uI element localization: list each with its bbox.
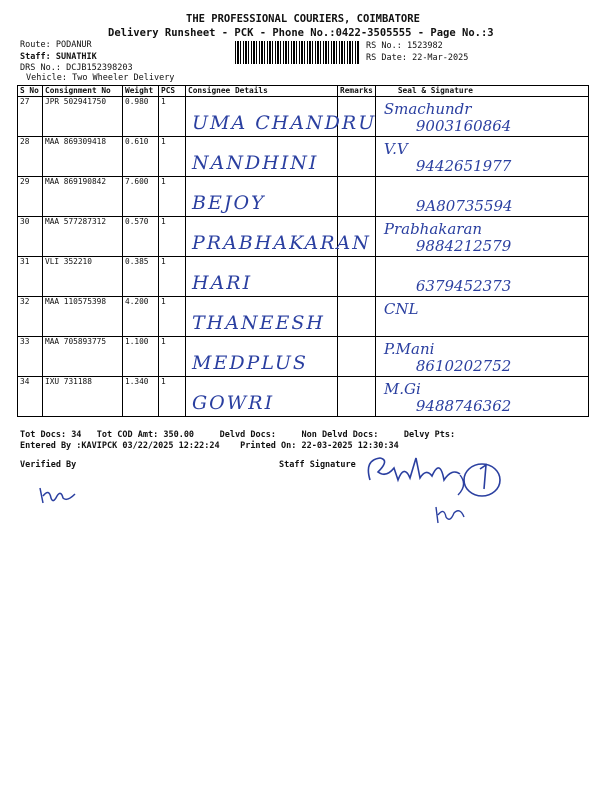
drs-label: DRS No.: (20, 63, 61, 73)
signature-cell (375, 177, 588, 217)
consignee-cell (186, 217, 371, 257)
rs-no-label: RS No.: (366, 41, 402, 51)
rs-date-label: RS Date: (366, 53, 407, 63)
col-pcs: PCS (159, 86, 186, 97)
printed-on: Printed On: 22-03-2025 12:30:34 (240, 441, 399, 451)
remarks-cell (338, 257, 376, 297)
signature-name: M.Gi (383, 380, 421, 398)
sno-cell: 34 (18, 377, 43, 417)
weight-cell: 0.610 (123, 137, 159, 177)
consignee-cell (186, 137, 338, 177)
tot-docs-value: 34 (71, 430, 82, 440)
staff-signature-label: Staff Signature (279, 460, 356, 470)
staff-label: Staff: (20, 52, 51, 62)
signature-phone: 9488746362 (415, 397, 512, 415)
signature-name: CNL (383, 300, 419, 318)
route-line (20, 40, 92, 50)
delvd-docs-label: Delvd Docs: (219, 430, 276, 440)
consignee-cell (186, 177, 338, 217)
signature-phone: 9A80735594 (415, 197, 513, 215)
vehicle-value: Two Wheeler Delivery (72, 73, 175, 83)
sno-cell: 31 (18, 257, 43, 297)
tot-cod-label: Tot COD Amt: (96, 430, 159, 440)
table-row (18, 257, 589, 297)
table-row (18, 377, 589, 417)
pcs-cell: 1 (159, 377, 186, 417)
signature-cell (375, 97, 588, 137)
table-row (18, 217, 589, 257)
sno-cell: 33 (18, 337, 43, 377)
signature-cell (375, 137, 588, 177)
consignment-cell: MAA 869190842 (43, 177, 123, 217)
consignee-cell (186, 257, 338, 297)
remarks-cell (338, 337, 376, 377)
remarks-cell (338, 177, 376, 217)
pcs-cell: 1 (159, 297, 186, 337)
pcs-cell: 1 (159, 137, 186, 177)
sno-cell: 29 (18, 177, 43, 217)
sno-cell: 28 (18, 137, 43, 177)
weight-cell: 4.200 (123, 297, 159, 337)
signature-phone: 8610202752 (415, 357, 512, 375)
weight-cell: 0.385 (123, 257, 159, 297)
sno-cell: 30 (18, 217, 43, 257)
remarks-cell (338, 137, 376, 177)
table-row (18, 177, 589, 217)
consignee-name: HARI (192, 272, 253, 294)
consignee-name: GOWRI (192, 392, 275, 414)
consignee-name: BEJOY (192, 192, 266, 214)
remarks-cell (338, 377, 376, 417)
consignee-name: PRABHAKARAN (192, 232, 371, 254)
handwritten-circled-mark (430, 455, 510, 530)
signature-cell (375, 217, 588, 257)
consignment-cell: MAA 577287312 (43, 217, 123, 257)
consignment-cell: VLI 352210 (43, 257, 123, 297)
totals-line (20, 430, 455, 440)
non-delvd-label: Non Delvd Docs: (301, 430, 379, 440)
signature-name: Prabhakaran (383, 220, 483, 238)
pcs-cell: 1 (159, 177, 186, 217)
signature-cell (375, 337, 588, 377)
sno-cell: 27 (18, 97, 43, 137)
weight-cell: 0.980 (123, 97, 159, 137)
col-weight: Weight (123, 86, 159, 97)
barcode (235, 41, 360, 64)
consignee-name: NANDHINI (192, 152, 319, 174)
table-row (18, 97, 589, 137)
signature-name: Smachundr (383, 100, 472, 118)
consignee-name: MEDPLUS (192, 352, 308, 374)
consignment-cell: IXU 731188 (43, 377, 123, 417)
signature-cell (375, 297, 588, 337)
weight-cell: 1.340 (123, 377, 159, 417)
staff-value: SUNATHIK (55, 52, 97, 62)
rs-no-line (366, 41, 443, 51)
entry-line (20, 441, 399, 451)
weight-cell: 7.600 (123, 177, 159, 217)
col-consignment: Consignment No (43, 86, 123, 97)
signature-phone: 9003160864 (415, 117, 512, 135)
consignee-name: UMA CHANDRU (192, 112, 377, 134)
table-row (18, 297, 589, 337)
signature-phone: 9884212579 (415, 237, 512, 255)
col-consignee: Consignee Details (186, 86, 338, 97)
delvy-pts-label: Delvy Pts: (403, 430, 456, 440)
sno-cell: 32 (18, 297, 43, 337)
consignee-name: THANEESH (192, 312, 325, 334)
col-remarks: Remarks (338, 86, 376, 97)
runsheet-table (17, 85, 589, 417)
company-name: THE PROFESSIONAL COURIERS, COIMBATORE (186, 13, 420, 25)
weight-cell: 0.570 (123, 217, 159, 257)
verified-by-label: Verified By (20, 460, 77, 470)
col-signature: Seal & Signature (375, 86, 588, 97)
signature-phone: 9442651977 (415, 157, 512, 175)
consignee-cell (186, 377, 338, 417)
col-sno: S No (18, 86, 43, 97)
pcs-cell: 1 (159, 337, 186, 377)
route-label: Route: (20, 40, 51, 50)
consignment-cell: MAA 110575398 (43, 297, 123, 337)
table-row (18, 137, 589, 177)
rs-no-value: 1523982 (406, 41, 443, 51)
remarks-cell (338, 297, 376, 337)
consignee-cell (186, 297, 338, 337)
consignee-cell (186, 337, 338, 377)
signature-name: V.V (383, 140, 408, 158)
weight-cell: 1.100 (123, 337, 159, 377)
vehicle-line (26, 73, 174, 83)
pcs-cell: 1 (159, 217, 186, 257)
rs-date-value: 22-Mar-2025 (412, 53, 469, 63)
verified-signature-scribble (35, 478, 85, 508)
consignment-cell: MAA 869309418 (43, 137, 123, 177)
consignee-cell (186, 97, 377, 137)
tot-docs-label: Tot Docs: (20, 430, 67, 440)
tot-cod-value: 350.00 (163, 430, 195, 440)
rs-date-line (366, 53, 468, 63)
drs-value: DCJB152398203 (66, 63, 133, 73)
signature-name: P.Mani (383, 340, 435, 358)
signature-phone: 6379452373 (415, 277, 512, 295)
table-header-row (18, 86, 589, 97)
entered-by: Entered By :KAVIPCK 03/22/2025 12:22:24 (20, 441, 220, 451)
table-row (18, 337, 589, 377)
staff-line (20, 52, 97, 62)
pcs-cell: 1 (159, 97, 186, 137)
drs-line (20, 63, 133, 73)
signature-cell (375, 257, 588, 297)
pcs-cell: 1 (159, 257, 186, 297)
consignment-cell: JPR 502941750 (43, 97, 123, 137)
consignment-cell: MAA 705893775 (43, 337, 123, 377)
signature-cell (375, 377, 588, 417)
vehicle-label: Vehicle: (26, 73, 67, 83)
runsheet-title: Delivery Runsheet - PCK - Phone No.:0422-3505555 - Page No.:3 (108, 27, 494, 39)
route-value: PODANUR (55, 40, 92, 50)
